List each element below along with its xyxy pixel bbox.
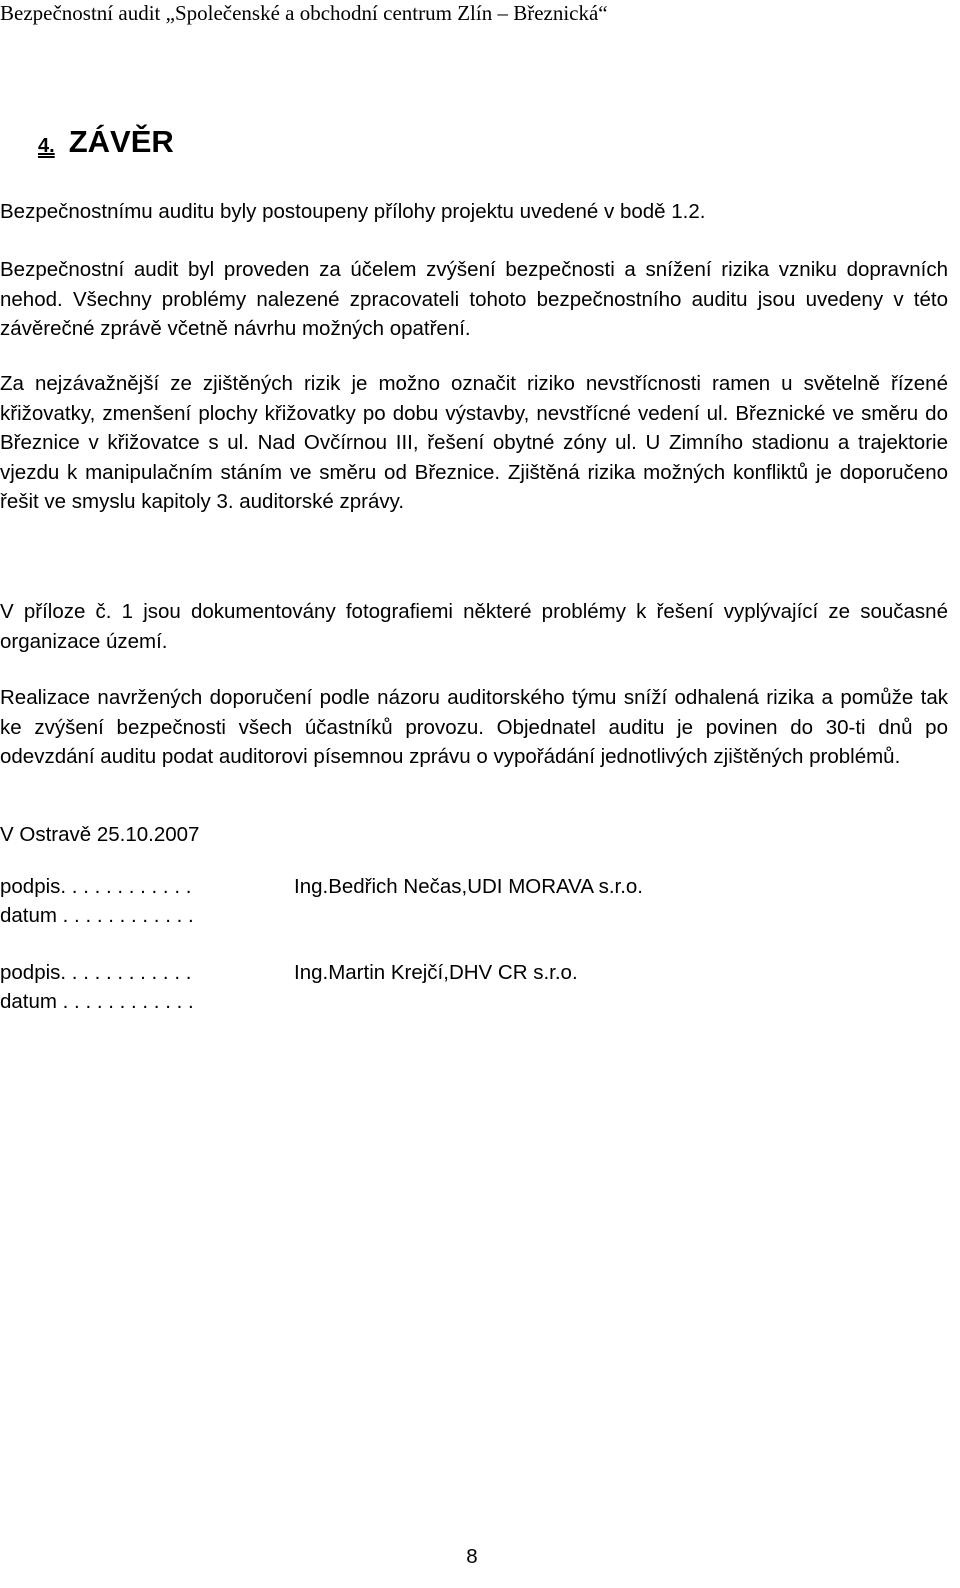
section-title: ZÁVĚR	[68, 124, 174, 159]
paragraph-attachments: Bezpečnostnímu auditu byly postoupeny přílohy projektu uvedené v bodě 1.2.	[0, 200, 706, 223]
signature-line-2: podpis. . . . . . . . . . . .	[0, 961, 192, 984]
signatory-name-2: Ing.Martin Krejčí,DHV CR s.r.o.	[294, 961, 578, 984]
paragraph-risks: Za nejzávažnější ze zjištěných rizik je možno označit riziko nevstřícnosti ramen u světelně řízené křižovatky, zmenšení plochy křižovatky po dobu výstavby, nevstřícné vedení ul. Březnické ve směru do Březnice v křižovatce s ul. Nad Ovčírnou III, řešení obytné zóny ul. U Zimního stadionu a trajektorie vjezdu k manipulačním stáním ve směru od Březnice. Zjištěná rizika možných konfliktů je doporučeno řešit ve smyslu kapitoly 3. auditorské zprávy.	[0, 372, 948, 513]
section-number: 4.	[38, 135, 55, 157]
paragraph-purpose: Bezpečnostní audit byl proveden za účelem zvýšení bezpečnosti a snížení rizika vzniku dopravních nehod. Všechny problémy nalezené zpracovateli tohoto bezpečnostního auditu jsou uvedeny v této závěrečné zprávě včetně návrhu možných opatření.	[0, 258, 948, 340]
section-heading	[38, 122, 174, 166]
paragraph-photos: V příloze č. 1 jsou dokumentovány fotografiemi některé problémy k řešení vyplývající ze současné organizace území.	[0, 600, 948, 653]
page-number: 8	[466, 1545, 478, 1568]
date-line-2: datum . . . . . . . . . . . .	[0, 990, 194, 1013]
paragraph-recommendations: Realizace navržených doporučení podle názoru auditorského týmu sníží odhalená rizika a pomůže tak ke zvýšení bezpečnosti všech účastníků provozu. Objednatel auditu je povinen do 30-ti dnů po odevzdání auditu podat auditorovi písemnou zprávu o vypořádání jednotlivých zjištěných problémů.	[0, 686, 948, 768]
date-line-1: datum . . . . . . . . . . . .	[0, 904, 194, 927]
document-header: Bezpečnostní audit „Společenské a obchodní centrum Zlín – Březnická“	[0, 1, 608, 25]
signatory-name-1: Ing.Bedřich Nečas,UDI MORAVA s.r.o.	[294, 875, 644, 898]
place-date: V Ostravě 25.10.2007	[0, 823, 200, 846]
signature-line-1: podpis. . . . . . . . . . . .	[0, 875, 192, 898]
